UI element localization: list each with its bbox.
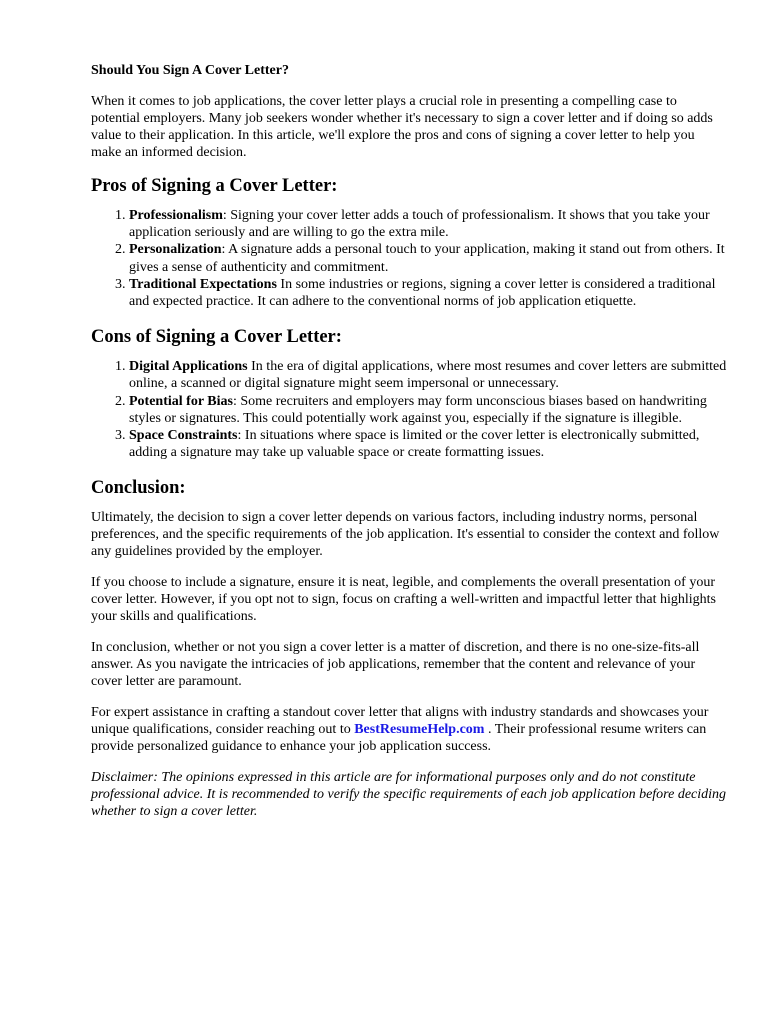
list-item-sep: : [222,208,227,223]
intro-paragraph: When it comes to job applications, the cover letter plays a crucial role in presenting a compelling case to potential employers. Many job seekers wonder whether it's necessary to sign a cover letter and if doing so adds value to their application. In this article, we'll explore the pros and cons of signing a cover letter to help you make an informed decision. [91,94,713,160]
list-item-term: Digital Applications [129,359,248,375]
list-item-text: A signature adds a personal touch to your application, making it stand out from others. It gives a sense of authenticity and commitment. [129,242,725,275]
list-item-text: In the era of digital applications, where most resumes and cover letters are submitted online, a scanned or digital signature might seem impersonal or unnecessary. [129,359,727,392]
document-title: Should You Sign A Cover Letter? [91,63,289,78]
conclusion-paragraph-1: Ultimately, the decision to sign a cover letter depends on various factors, including industry norms, personal preferences, and the specific requirements of the job application. It's essential to consider the context and follow any guidelines provided by the employer. [91,510,720,560]
cta-text-after: . Their professional resume writers can provide personalized guidance to enhance your job application success. [91,722,707,755]
list-item-sep: : [237,428,242,444]
list-item [129,207,728,241]
cons-section [91,326,728,461]
list-item-term: Traditional Expectations [129,276,277,292]
conclusion-paragraph-3: In conclusion, whether or not you sign a cover letter is a matter of discretion, and there is no one-size-fits-all answer. As you navigate the intricacies of job applications, remember that the content and relevance of your cover letter are paramount. [91,640,700,690]
list-item-text: In some industries or regions, signing a cover letter is considered a traditional and expected practice. It can adhere to the conventional norms of job application etiquette. [129,276,716,310]
conclusion-paragraph-2: If you choose to include a signature, ensure it is neat, legible, and complements the overall presentation of your cover letter. However, if you opt not to sign, focus on crafting a well-written and impactful letter that highlights your skills and qualifications. [91,575,716,625]
conclusion-section [91,477,728,820]
disclaimer: Disclaimer: The opinions expressed in this article are for informational purposes only and do not constitute professional advice. It is recommended to verify the specific requirements of each job application before deciding whether to sign a cover letter. [91,770,727,820]
pros-section [91,175,728,310]
list-item [129,241,728,275]
pros-heading: Pros of Signing a Cover Letter: [91,176,338,196]
list-item [129,427,728,461]
conclusion-heading: Conclusion: [91,478,186,499]
cta-text-before: For expert assistance in crafting a standout cover letter that aligns with industry standards and showcases your unique qualifications, consider reaching out to [91,705,709,738]
list-item-text: Signing your cover letter adds a touch of professionalism. It shows that you take your application seriously and are willing to go the extra mile. [129,208,710,241]
pros-list [91,207,728,310]
list-item [129,358,728,392]
list-item-sep: : [232,393,237,409]
cons-heading: Cons of Signing a Cover Letter: [91,327,342,348]
cons-list [91,358,728,461]
bestresumehelp-link[interactable]: BestResumeHelp.com [354,722,485,738]
list-item [129,393,728,427]
list-item-term: Personalization [129,242,222,258]
list-item-term: Potential for Bias [129,393,233,409]
list-item-text: In situations where space is limited or the cover letter is electronically submitted, adding a signature may take up valuable space or create formatting issues. [129,428,700,461]
list-item [129,276,728,310]
list-item-text: Some recruiters and employers may form unconscious biases based on handwriting styles or signatures. This could potentially work against you, especially if the signature is illegible. [129,393,707,426]
list-item-term: Space Constraints [129,428,238,444]
list-item-sep: : [221,242,226,258]
conclusion-paragraph-4 [91,704,728,755]
list-item-term: Professionalism [129,208,223,223]
